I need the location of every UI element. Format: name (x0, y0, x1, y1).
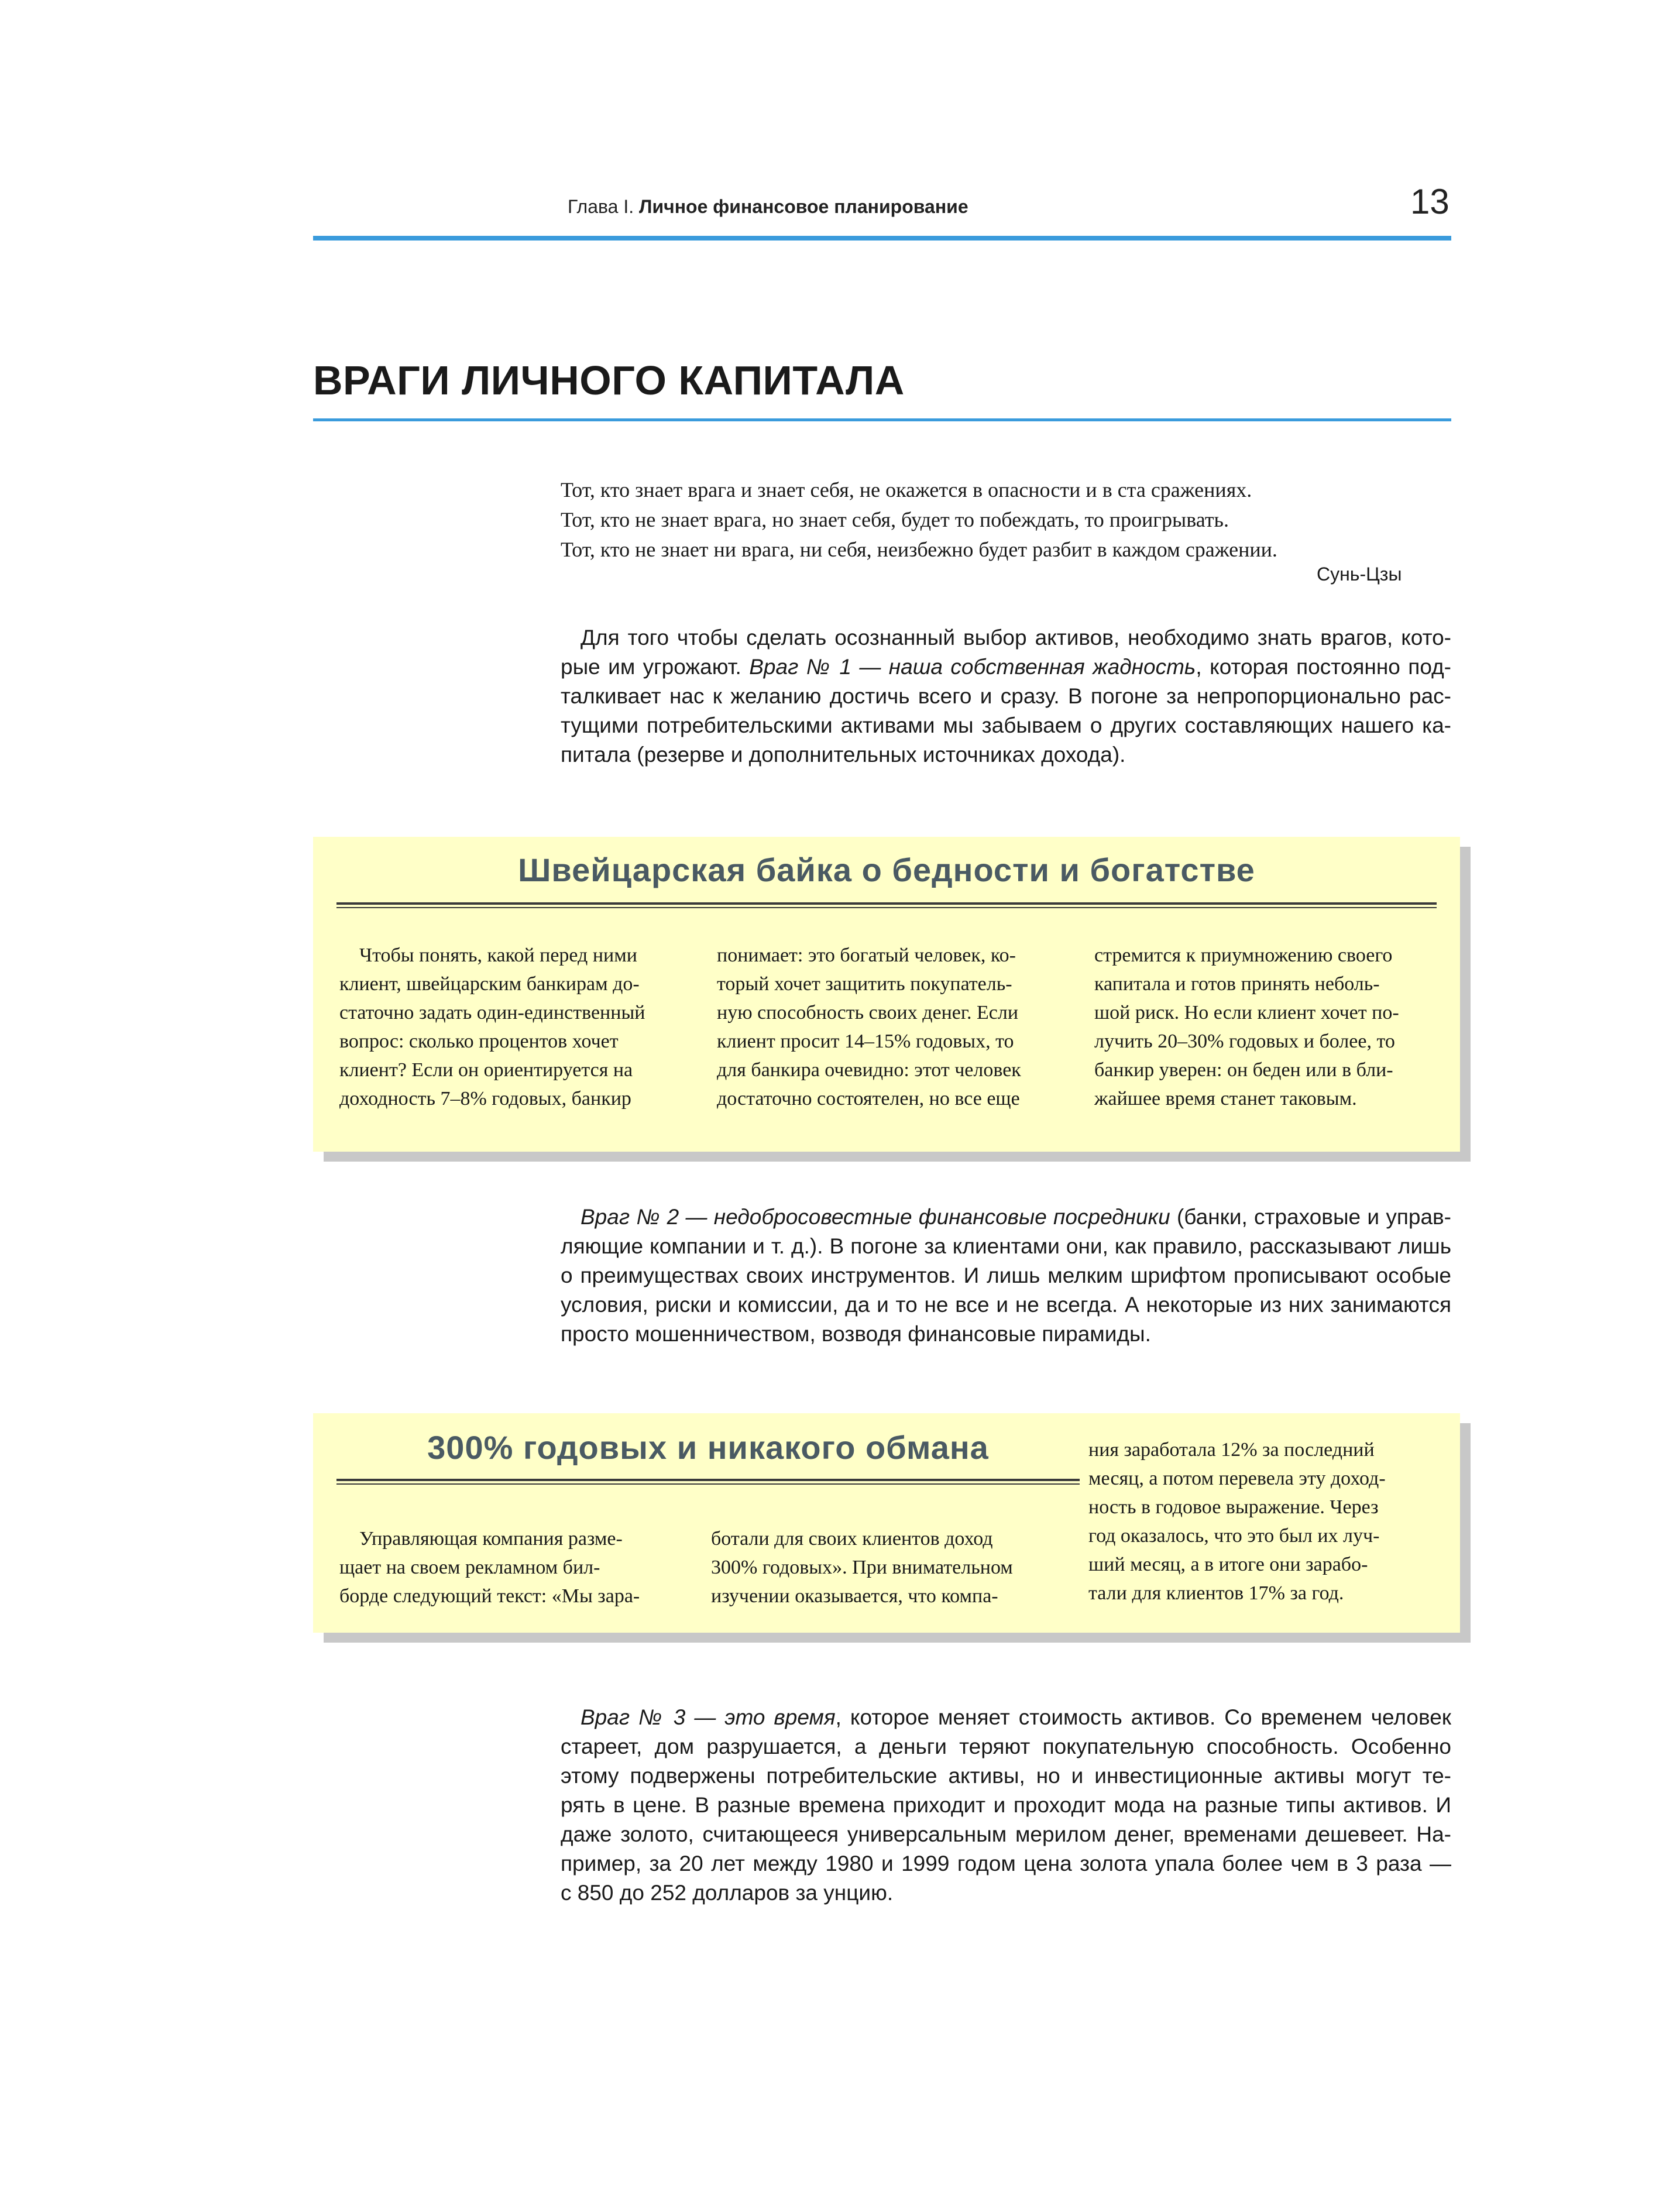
box-line: борде следующий текст: «Мы зара- (339, 1585, 640, 1607)
box-line: тали для клиентов 17% за год. (1088, 1582, 1344, 1604)
epigraph-line: Тот, кто не знает ни врага, ни себя, неизбежно будет разбит в каждом сражении. (561, 538, 1277, 561)
chapter-prefix: Глава I. (568, 196, 639, 217)
box-line: ботали для своих клиентов доход (711, 1528, 993, 1550)
enemy-1-highlight: Враг № 1 — наша собственная жадность (749, 655, 1196, 679)
text-line (561, 1703, 1451, 1732)
box-line: лучить 20–30% годовых и более, то (1094, 1031, 1395, 1052)
box-column-1 (339, 941, 645, 1113)
text-line: Для того чтобы сделать осознанный выбор активов, необходимо знать врагов, кото- (581, 626, 1451, 650)
box-column-3 (1088, 1435, 1386, 1608)
box-column-3 (1094, 941, 1399, 1113)
chapter-title: Личное финансовое планирование (639, 196, 968, 217)
box-line: щает на своем рекламном бил- (339, 1557, 600, 1578)
header-rule (313, 236, 1451, 241)
box-line: понимает: это богатый человек, ко- (717, 944, 1016, 966)
epigraph-author: Сунь-Цзы (1317, 564, 1402, 585)
text-line: с 850 до 252 долларов за унцию. (561, 1881, 894, 1905)
text-line: просто мошенничеством, возводя финансовые пирамиды. (561, 1322, 1151, 1346)
box-line: изучении оказывается, что компа- (711, 1585, 998, 1607)
text-run: , которое меняет стоимость активов. Со временем человек (835, 1705, 1451, 1729)
box-line: доходность 7–8% годовых, банкир (339, 1088, 631, 1110)
text-line: рять в цене. В разные времена приходит и проходит мода на разные типы активов. И (561, 1793, 1451, 1817)
box-line: клиент просит 14–15% годовых, то (717, 1031, 1014, 1052)
text-line: талкивает нас к желанию достичь всего и сразу. В погоне за непропорционально рас- (561, 684, 1451, 708)
box-line: ность в годовое выражение. Через (1088, 1496, 1379, 1518)
text-run: рые им угрожают. (561, 655, 750, 679)
text-line: о преимуществах своих инструментов. И лишь мелким шрифтом прописывают особые (561, 1263, 1451, 1287)
text-run: , которая постоянно под- (1196, 655, 1451, 679)
box-line: месяц, а потом перевела эту доход- (1088, 1468, 1386, 1489)
box-line: статочно задать один-единственный (339, 1002, 645, 1023)
paragraph-enemy-3 (561, 1703, 1451, 1908)
box-line: банкир уверен: он беден или в бли- (1094, 1059, 1393, 1081)
box-line: ния заработала 12% за последний (1088, 1439, 1375, 1461)
box-line: Чтобы понять, какой перед ними (359, 944, 637, 966)
text-line: даже золото, считающееся универсальным мерилом денег, временами дешевеет. На- (561, 1822, 1451, 1846)
text-line: условия, риски и комиссии, да и то не все и не всегда. А некоторые из них занимаются (561, 1293, 1451, 1317)
section-title: ВРАГИ ЛИЧНОГО КАПИТАЛА (313, 358, 905, 403)
text-line: тущими потребительскими активами мы забываем о других составляющих нашего ка- (561, 713, 1451, 737)
box-title-rule (336, 1479, 1080, 1485)
box-line: год оказалось, что это был их луч- (1088, 1525, 1380, 1547)
text-run: (банки, страховые и управ- (1170, 1205, 1451, 1229)
text-line (561, 652, 1451, 682)
epigraph-line: Тот, кто не знает врага, но знает себя, будет то побеждать, то проигрывать. (561, 508, 1229, 531)
box-line: клиент, швейцарским банкирам до- (339, 973, 640, 995)
running-header (568, 196, 968, 218)
page-number: 13 (1410, 182, 1450, 221)
sidebar-box-300-percent (313, 1413, 1460, 1633)
enemy-3-highlight: Враг № 3 — это время (581, 1705, 836, 1729)
box-line: жайшее время станет таковым. (1094, 1088, 1357, 1110)
text-line: этому подвержены потребительские активы, но и инвестиционные активы могут те- (561, 1764, 1451, 1788)
epigraph (561, 475, 1438, 565)
box-column-2 (711, 1524, 1013, 1610)
box-line: ший месяц, а в итоге они зарабо- (1088, 1554, 1368, 1575)
box-line: для банкира очевидно: этот человек (717, 1059, 1021, 1081)
box-line: капитала и готов принять неболь- (1094, 973, 1380, 995)
box-line: стремится к приумножению своего (1094, 944, 1393, 966)
box-line: торый хочет защитить покупатель- (717, 973, 1012, 995)
text-line: питала (резерве и дополнительных источниках дохода). (561, 743, 1126, 767)
sidebar-box-swiss-story (313, 837, 1460, 1152)
text-line: пример, за 20 лет между 1980 и 1999 годом цена золота упала более чем в 3 раза — (561, 1852, 1451, 1876)
paragraph-enemy-1 (561, 623, 1451, 770)
box-line: Управляющая компания разме- (359, 1528, 623, 1550)
text-line (561, 1203, 1451, 1232)
epigraph-line: Тот, кто знает врага и знает себя, не окажется в опасности и в ста сражениях. (561, 478, 1252, 502)
box-line: ную способность своих денег. Если (717, 1002, 1019, 1023)
box-column-1 (339, 1524, 640, 1610)
box-column-2 (717, 941, 1021, 1113)
box-title: Швейцарская байка о бедности и богатстве (518, 851, 1255, 888)
box-title-rule (336, 902, 1437, 908)
box-line: вопрос: сколько процентов хочет (339, 1031, 619, 1052)
text-line: стареет, дом разрушается, а деньги теряют покупательную способность. Особенно (561, 1734, 1451, 1758)
box-line: клиент? Если он ориентируется на (339, 1059, 633, 1081)
box-line: шой риск. Но если клиент хочет по- (1094, 1002, 1399, 1023)
title-rule (313, 418, 1451, 421)
box-line: 300% годовых». При внимательном (711, 1557, 1013, 1578)
text-line: ляющие компании и т. д.). В погоне за клиентами они, как правило, рассказывают лишь (561, 1234, 1451, 1258)
box-title: 300% годовых и никакого обмана (427, 1429, 989, 1466)
enemy-2-highlight: Враг № 2 — недобросовестные финансовые посредники (581, 1205, 1170, 1229)
paragraph-enemy-2 (561, 1203, 1451, 1349)
box-line: достаточно состоятелен, но все еще (717, 1088, 1020, 1110)
